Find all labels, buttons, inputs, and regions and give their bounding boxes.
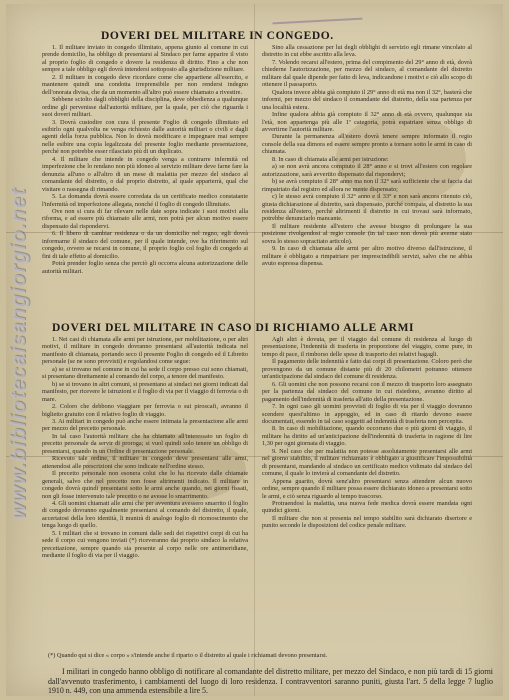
paragraph: Il precetto personale non esonera colui che lo ha ricevuto dalle chiamate generali, salvo che nel precetto non fosse altrimenti indicato. Il militare in congedo dovrà quindi presentarsi sotto le armi anche quando, nei giorni fissati, non gli fosse intervenuto tale precetto o ne avesse lo smarrimento. [42,470,248,500]
paragraph: Durante la permanenza all'estero dovrà tenere sempre informato il regio console della sua dimora ed essere sempre pronto a tornare sotto le armi in caso di chiamata. [262,133,472,156]
ink-mark [272,2,363,25]
paragraph: Infine qualora abbia già compiuto il 32° anno di età ovvero, qualunque sia l'età, non appartenga più alle 1ª categoria, potrà espatriare senza obbligo di avvertirne l'autorità militare. [262,111,472,133]
column-richiamo-right [262,336,472,646]
paragraph: 5. I militari che si trovano in comuni dalle sedi dei rispettivi corpi di cui ha sede il corpo cui vengono inviati (*) riceveranno dai proprio sindaco la relativa precettazione, sempre quando sia presente al corpo nelle ore antimeridiane, mediante il foglio di via per il viaggio. [42,529,248,560]
paragraph: 7. In ogni caso gli uomini provvisti di foglio di via per il viaggio dovranno scendere quest'ultimo in appoggio, ed in caso di ritardo devono essere documentati, essendo in tal caso soggetti ad indennità di trasferta non percepita. [262,403,472,425]
paragraph: 1. Nei casi di chiamata alle armi per istruzione, per mobilitazione, o per altri motivi, il militare in congedo dovranno presentarsi all'autorità indicata nel manifesto di chiamata, portando seco il presente Foglio di congedo ed il Libretto personale (se ne sono provvisti) e regolandosi come segue: [42,336,248,366]
paragraph: 9. Nel caso che per malattia non potesse assolutamente presentarsi alle armi nel giorno stabilito, il militare richiamato è obbligato a giustificare l'impossibilità di presentarsi, mandando al sindaco un certificato medico vidimato dal sindaco del comune, il quale lo invierà al comandante del distretto. [262,447,472,478]
paragraph: 4. Il militare che intende in congedo venga a contrarre infermità od imperfezione che lo rendano non più idoneo al servizio militare deve farne fare la denunzia all'uno o all'altro di un mese di malattia per mezzo del sindaco al comandante del distretto, o dal proprio distretto, al quale apparterrà, qual che visitare o rassegna di rimando. [42,155,248,193]
paragraph: Potrà prender foglio senza che perciò gli occorra alcuna autorizzazione delle autorità militari. [42,260,248,275]
paragraph: 8. In caso di mobilitazione, quando occorrano due o più giorni di viaggio, il militare ha diritto ad un'anticipazione dell'indennità di trasferta in ragione di lire 1,30 per ogni giornata di viaggio. [262,425,472,448]
paragraph: Ove non si cura di far rilevare nelle date sopra indicate i suoi motivi alla riforma, e ad essere più chiamato alle armi, non potrà per alcun motivo essere dispensato dal rispondervi. [42,207,248,230]
website-watermark: www.bibliotecaisangiorgio.net [7,188,30,520]
paragraph: a) se non avrà ancora compiuto il 28° anno e si trovi all'estero con regolare autorizzazione, sarà avvertito dispensato dal rispondervi; [262,163,472,178]
paragraph: 9. In caso di chiamata alle armi per altro motivo diverso dall'istruzione, il militare è obbligato a rimpatriare per imprescindibili servizi, salvo che ne abbia avuto espressa dispensa. [262,245,472,268]
paragraph: b) se avrà compiuto il 28° anno ma non il 32° sarà sufficiente che si faccia dai rimpatriato dal registro ed allora ne mente dispensato; [262,178,472,193]
paragraph: Ricevuto tale ordine, il militare in congedo deve presentarsi alle armi, attenendosi alle prescrizioni che sono indicate nell'ordine stesso. [42,455,248,470]
column-richiamo-left [42,336,248,646]
paragraph: Agli altri è dovuta, per il viaggio dal comune di residenza al luogo di presentazione, l'indennità di trasferta in proporzione del viaggio, come pure, in tempo di pace, il rimborso delle spese di trasporto dei relativi bagagli. [262,336,472,358]
paragraph: Appena guarito, dovrà senz'altro presentarsi senza attendere alcun nuovo ordine, sempre quando il militare possa essere dichiarato idoneo a presentarsi sotto le armi, e ciò senza riguardo al tempo trascorso. [262,477,472,500]
paragraph: 3. Ai militari in congedo può anche essere intimata la presentazione alle armi per mezzo del precetto personale. [42,417,248,433]
paragraph: 5. La domanda dovrà essere corredata da un certificato medico constatante l'infermità od imperfezione allegata, nonché il foglio di congedo illimitato. [42,193,248,208]
paragraph: 3. Dovrà custodire con cura il presente Foglio di congedo illimitato ed esibirlo ogni qualvolta ne venga richiesto dalle autorità militari o civili e dagli agenti della forza pubblica. Non lo dovrà modificare e impegnare mai sempre nelle esibire una copia legalizzata del presente foglio mediante presentazione, perché non potrebbe esser rilasciato più di un duplicato. [42,118,248,156]
paragraph: Sino alla cessazione per lui degli obblighi di servizio egli rimane vincolato al distretto in cui ebbe ascritto alla leva. [262,44,472,59]
paragraph: 6. Il libero di cambiar residenza o da un domicilio nel regno, egli dovrà informarne il sindaco del comune, per il quale intende, ove ha riferimento sul congedo, ovvero se recarsi in comune, il proprio foglio col foglio di congedo ai fini di tale effetto al domicilio. [42,230,248,260]
footnote: (*) Quando qui si dice « corpo » s'intende anche il riparto o il distretto al quale i richiamati devono presentarsi. [48,652,328,659]
paragraph: 2. Coloro che debbono viaggiare per ferrovia o sui piroscafi, avranno il biglietto gratuito con il relativo foglio di viaggio. [42,403,248,418]
column-congedo-left [42,44,248,316]
paragraph: Il pagamento delle indennità e fatto dai corpi di presentazione. Coloro però che provengono da un comune distante più di 20 chilometri potranno ottenere un'anticipazione dal sindaco del comune di residenza. [262,358,472,381]
section-title-congedo: DOVERI DEL MILITARE IN CONGEDO. [101,30,334,42]
paragraph: Il militare residente all'estero che avesse bisogno di prolungare la sua posizione rivolgendosi al regio console (in tal caso non dovrà più averne stato sovra lo stesso sopracitato articolo). [262,222,472,245]
document-page [6,4,503,696]
section-title-richiamo: DOVERI DEL MILITARE IN CASO DI RICHIAMO ALLE ARMI [52,322,415,334]
residence-notice [48,667,493,696]
residence-notice-text: I militari in congedo hanno obbligo di notificare al comandante del distretto militare, per mezzo del Sindaco, e non più tardi di 15 giorni dall'avvenuto trasferimento, i cambiamenti del luogo di loro residenza. I contravventori saranno puniti, giusta l'art. 5 della legge 7 luglio 1910 n. 449, con una ammenda estensibile a lire 5. [48,667,493,696]
paragraph: Sebbene sciolto dagli obblighi della disciplina, deve obbedienza a qualunque ordine gli pervenisse dall'autorità militare, per la quale, per ciò che riguarda i suoi doveri militari. [42,96,248,119]
paragraph: Il militare che non si presenta nel tempo stabilito sarà dichiarato disertore e punito secondo le disposizioni del codice penale militare. [262,514,472,530]
paragraph: 2. Il militare in congedo deve ricordare come che appartiene all'esercito, e mantenere quindi una condotta irreprensibile per non rendersi indegno dell'onorata divisa, che da un momento all'altro può essere chiamato a rivestire. [42,73,248,96]
paragraph: In tal caso l'autorità militare che ha chiamato all'interessato un foglio di precetto personale da servir di proroga; si vuol quindi solo tenere un obbligo di presentarsi, quando in un Ordine di presentazione personale. [42,432,248,455]
paragraph: 4. Gli uomini chiamati alle armi che per avventura avessero smarrito il foglio di congedo dovranno egualmente presentarsi al comando del distretto, il quale, accertatosi della loro identità, li munirà di analogo foglio di riconoscimento che tenga luogo di quello. [42,499,248,530]
paragraph: 8. In caso di chiamata alle armi per istruzione: [272,155,389,163]
paragraph: a) se si trovano nel comune in cui ha sede il corpo presso cui sono chiamati, si presentano direttamente al comando del corpo, a tenore del manifesto. [42,365,248,381]
paragraph: 1. Il militare inviato in congedo illimitato, appena giunto al comune in cui prende domicilio, ha obbligo di presentarsi al Sindaco per farne apparire il visto al proprio foglio di congedo e dovere la residenza di diritto. Fino a che non sempre a tale obbligo egli dovrà intendersi sottoposto alla giurisdizione militare. [42,44,248,74]
paragraph: Qualora invece abbia già compiuto il 29° anno di età ma non il 32°, basterà che informi, per mezzo del sindaco il comandante del distretto, della sua partenza per una località estera. [262,88,472,111]
paragraph: Protraendosi la malattia, una nuova fede medica dovrà essere mandata ogni quindici giorni. [262,499,472,515]
column-congedo-right [262,44,472,316]
paragraph: 6. Gli uomini che non possono recarsi con il mezzo di trasporto loro assegnato per la partenza dal sindaco del comune in cui risiedono, avranno diritto al pagamento dell'indennità di trasferta all'atto della presentazione. [262,380,472,403]
paragraph: 7. Volendo recarsi all'estero, prima del compimento del 29° anno di età, dovrà chiederne l'autorizzazione, per mezzo del sindaco, al comandante del distretto militare dal quale dipende per fatto di leva, indicandone i motivi e ciò allo scopo di ottenere il passaporto. [262,58,472,89]
fold-line [254,4,255,696]
paragraph: b) se si trovano in altri comuni, si presentano ai sindaci nei giorni indicati dal manifesto, per ricevere le istruzioni e il foglio di via per il viaggio di ferrovia o di mare. [42,380,248,403]
paragraph: c) le stesso avrà compiuto il 32° anno e il 33° e non sarà ancora ritenuto ciò, giusta dichiarazione al distretto, sarà dispensato, purché compaia, al distretto la sua residenza all'estero, perchè altrimenti il distretto in cui trovasi sarà informato, potrebbe denunciarlo mancante. [262,193,472,223]
